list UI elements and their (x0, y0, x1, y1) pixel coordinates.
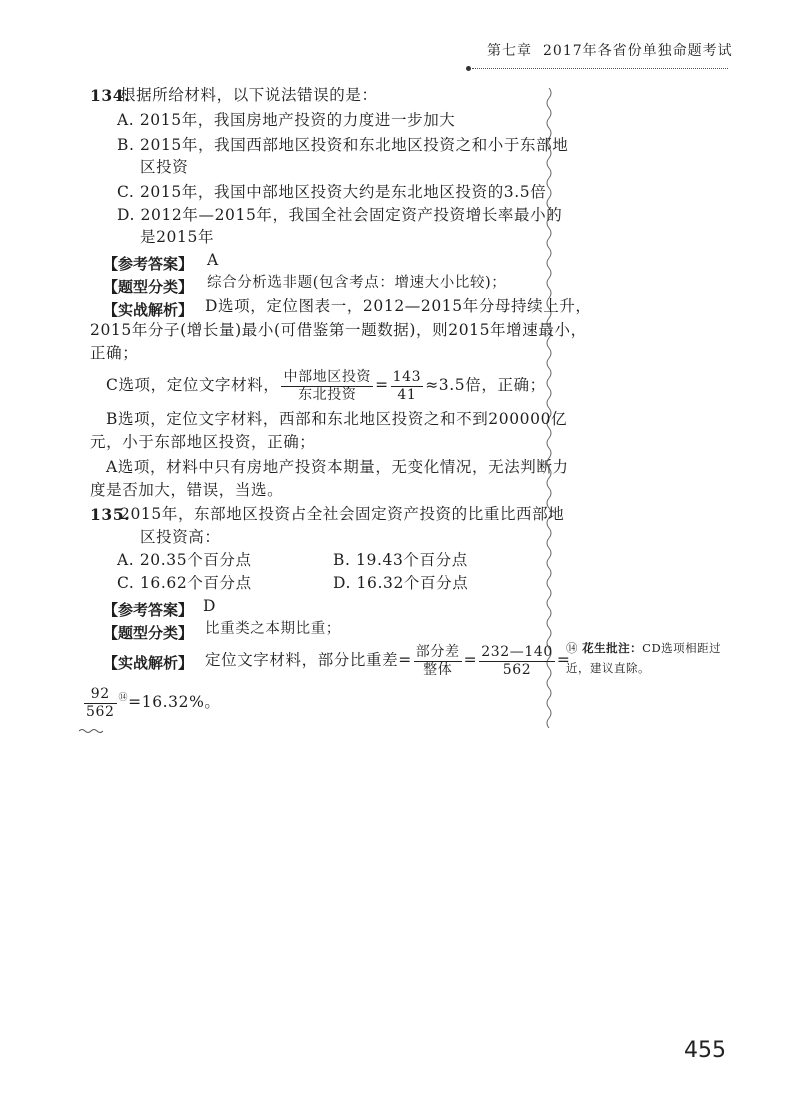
fraction-values (391, 369, 424, 404)
wavy-underline (79, 728, 103, 734)
q134-option-c: C. 2015年，我国中部地区投资大约是东北地区投资的3.5倍 (117, 183, 547, 201)
fraction-numerator: 中部地区投资 (283, 368, 372, 385)
sidenote-text-line1: CD选项相距过 (642, 641, 722, 655)
q135-option-c: C. 16.62个百分点 (117, 574, 252, 592)
q134-option-d-line2: 是2015年 (140, 228, 215, 246)
q134-number: 134. (90, 86, 131, 105)
fraction-denominator: 562 (86, 703, 115, 720)
fraction-numerator: 92 (84, 686, 117, 704)
q134-stem: 根据所给材料，以下说法错误的是： (120, 86, 378, 104)
equals-sign: = (463, 651, 478, 669)
q134-type: 综合分析选非题(包含考点：增速大小比较)； (207, 275, 507, 291)
fraction-denominator: 整体 (423, 661, 453, 678)
q135-type-label: 【题型分类】 (103, 624, 194, 642)
q134-option-a-analysis-line2: 度是否加大，错误，当选。 (90, 481, 284, 499)
fraction-numerator: 部分差 (415, 643, 460, 660)
equals-sign: = (375, 376, 389, 394)
q135-analysis (205, 642, 570, 679)
q135-result: =16.32%。 (128, 693, 221, 711)
q135-stem-line2: 区投资高： (140, 528, 221, 546)
q135-stem-line1: 2015年，东部地区投资占全社会固定资产投资的比重比西部地 (120, 505, 565, 523)
fraction-difference (479, 644, 555, 679)
q134-option-c-analysis (106, 367, 546, 404)
header-rule (472, 68, 728, 69)
q135-number: 135. (90, 505, 131, 524)
q134-option-b-analysis-line1: B选项，定位文字材料，西部和东北地区投资之和不到200000亿 (106, 410, 568, 428)
q135-option-d: D. 16.32个百分点 (333, 574, 469, 592)
q134-type-label: 【题型分类】 (103, 278, 194, 296)
fraction-denominator: 东北投资 (298, 386, 357, 403)
q134-analysis-line3: 正确； (90, 344, 139, 362)
q135-analysis-label: 【实战解析】 (103, 654, 194, 672)
fraction-region-ratio (281, 369, 373, 404)
q134-answer-label: 【参考答案】 (103, 255, 194, 273)
q134-option-b-line1: B. 2015年，我国西部地区投资和东北地区投资之和小于东部地 (117, 136, 569, 154)
q135-analysis-prefix: 定位文字材料，部分比重差= (205, 651, 412, 669)
q134-analysis-label: 【实战解析】 (103, 301, 194, 319)
sidenote-line1 (566, 643, 721, 655)
fraction-numerator: 143 (392, 368, 422, 385)
c-analysis-prefix: C选项，定位文字材料， (106, 376, 280, 394)
fraction-denominator: 562 (502, 661, 532, 678)
sidenote-label: 花生批注： (582, 641, 643, 655)
page-number: 455 (684, 1038, 726, 1063)
fraction-result (84, 686, 117, 721)
q135-type: 比重类之本期比重； (205, 621, 341, 637)
fraction-numerator: 232—140 (481, 643, 553, 660)
q135-answer: D (203, 597, 217, 615)
fraction-part-over-whole (414, 644, 462, 679)
equals-sign: = (556, 651, 571, 669)
footnote-marker[interactable]: ⑭ (118, 693, 129, 703)
q134-option-d-line1: D. 2012年—2015年，我国全社会固定资产投资增长率最小的 (117, 206, 563, 224)
q134-analysis-line2: 2015年分子(增长量)最小(可借鉴第一题数据)，则2015年增速最小， (90, 321, 587, 339)
q135-option-a: A. 20.35个百分点 (117, 551, 252, 569)
q135-option-b: B. 19.43个百分点 (333, 551, 468, 569)
chapter-label: 第七章 (487, 43, 532, 59)
sidenote-marker: ⑭ (566, 641, 578, 655)
q134-option-a: A. 2015年，我国房地产投资的力度进一步加大 (117, 111, 456, 129)
header-bullet (466, 66, 471, 71)
q135-answer-label: 【参考答案】 (103, 601, 194, 619)
header-title: 2017年各省份单独命题考试 (543, 43, 733, 59)
fraction-denominator: 41 (397, 386, 417, 403)
q134-option-b-analysis-line2: 元，小于东部地区投资，正确； (90, 433, 316, 451)
q134-analysis-line1: D选项，定位图表一，2012—2015年分母持续上升， (205, 297, 592, 315)
q134-answer: A (207, 251, 219, 269)
q134-option-a-analysis-line1: A选项，材料中只有房地产投资本期量，无变化情况，无法判断力 (106, 458, 569, 476)
q134-option-b-line2: 区投资 (140, 158, 189, 176)
q135-result-line (82, 684, 221, 721)
sidenote-text-line2: 近，建议直除。 (566, 661, 650, 675)
c-analysis-suffix: ≈3.5倍，正确； (425, 376, 546, 394)
